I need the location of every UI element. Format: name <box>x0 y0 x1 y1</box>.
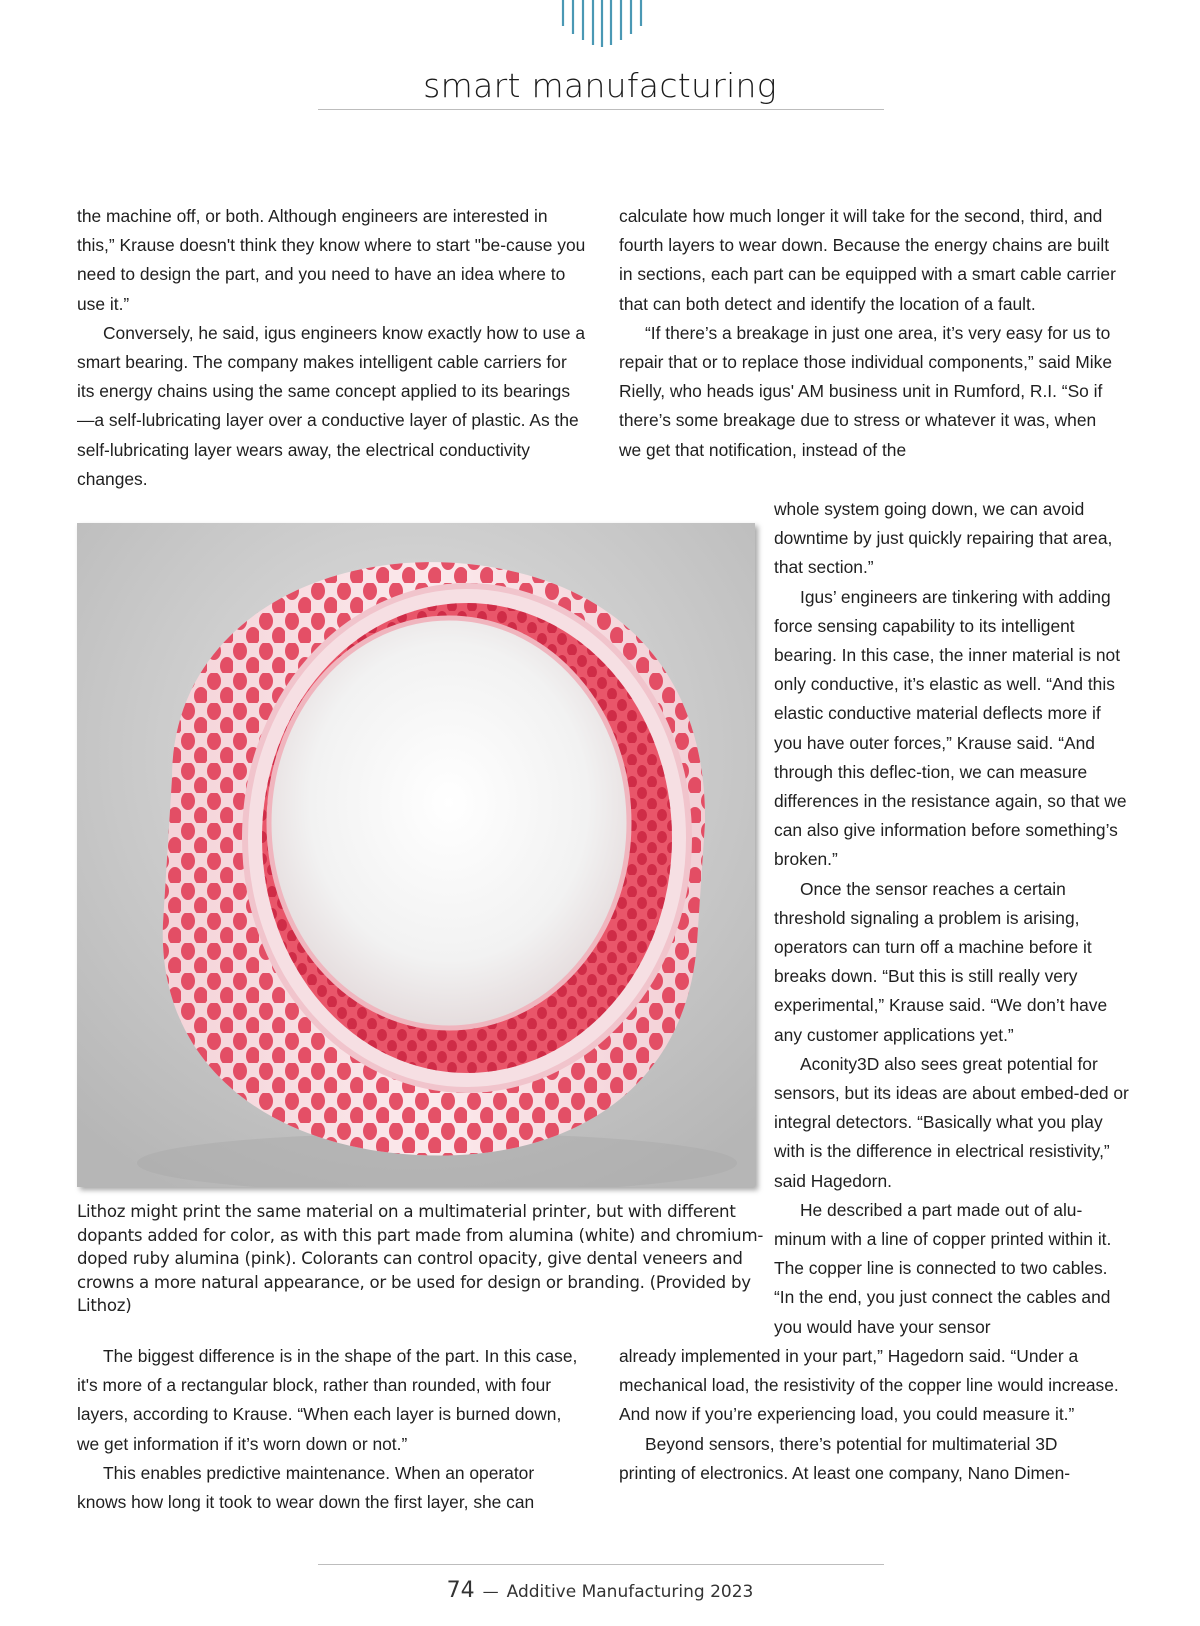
header-bars-ornament <box>561 0 643 48</box>
paragraph: He described a part made out of alu-minum with a line of copper printed within it. The copper line is connected to two cables. “In the end, you just connect the cables and you would have your sensor <box>774 1199 1112 1337</box>
figure-caption: Lithoz might print the same material on a multimaterial printer, but with different dopants added for color, as with this part made from alumina (white) and chromium-doped ruby alumina (pink). Colorants can control opacity, give dental veneers and crowns a more natural appearance, or be used for design or branding. (Provided by Lithoz) <box>77 1202 764 1316</box>
page-number: 74 <box>446 1578 475 1603</box>
column-right-wrap <box>774 495 1130 1342</box>
paragraph: “If there’s a breakage in just one area, it’s very easy for us to repair that or to replace those individual components,” said Mike Rielly, who heads igus' AM business unit in Rumford, R.I. “So if there’s some breakage due to stress or whatever it was, when we get that notification, instead of the <box>619 322 1112 460</box>
page-footer <box>0 1578 1200 1603</box>
paragraph: already implemented in your part,” Hagedorn said. “Under a mechanical load, the resistivity of the copper line would increase. And now if you’re experiencing load, you could measure it.” <box>619 1346 1119 1425</box>
paragraph: Once the sensor reaches a certain threshold signaling a problem is arising, operators can turn off a machine before it breaks down. “But this is still really very experimental,” Krause said. “We don’t have any customer applications yet.” <box>774 878 1108 1045</box>
column-left-bottom <box>77 1342 587 1517</box>
paragraph: Igus’ engineers are tinkering with adding force sensing capability to its intelligent bearing. In this case, the inner material is not only conductive, it’s elastic as well. “And this elastic conductive material deflects more if you have outer forces,” Krause said. “And through this deflec-tion, we can measure differences in the resistance again, so that we can also give information before something’s broken.” <box>774 586 1127 870</box>
footer-separator: — <box>482 1582 499 1601</box>
paragraph: Beyond sensors, there’s potential for multimaterial 3D printing of electronics. At least one company, Nano Dimen- <box>619 1433 1071 1483</box>
ring-photo <box>77 523 755 1187</box>
header-rule <box>318 109 884 110</box>
column-left-top <box>77 202 587 494</box>
paragraph: This enables predictive maintenance. When an operator knows how long it took to wear down the first layer, she can <box>77 1462 535 1513</box>
publication-name: Additive Manufacturing 2023 <box>506 1582 754 1602</box>
column-right-bottom <box>619 1342 1119 1488</box>
paragraph: The biggest difference is in the shape of the part. In this case, it's more of a rectangular block, rather than rounded, with four layers, according to Krause. “When each layer is burned down, we get information if it’s worn down or not.” <box>77 1346 578 1454</box>
paragraph: Conversely, he said, igus engineers know exactly how to use a smart bearing. The company makes intelligent cable carriers for its energy chains using the same concept applied to its bearings—a self-lubricating layer over a conductive layer of plastic. As the self-lubricating layer wears away, the electrical conductivity changes. <box>77 322 586 489</box>
footer-rule <box>318 1564 884 1565</box>
column-right-top <box>619 202 1119 465</box>
paragraph: calculate how much longer it will take for the second, third, and fourth layers to wear down. Because the energy chains are built in sections, each part can be equipped with a smart cable carrier that can both detect and identify the location of a fault. <box>619 206 1116 314</box>
paragraph: whole system going down, we can avoid downtime by just quickly repairing that area, that section.” <box>774 499 1113 578</box>
paragraph: Aconity3D also sees great potential for sensors, but its ideas are about embed-ded or integral detectors. “Basically what you play with is the difference in electrical resistivity,” said Hagedorn. <box>774 1053 1129 1191</box>
section-title: smart manufacturing <box>423 66 777 105</box>
paragraph: the machine off, or both. Although engineers are interested in this,” Krause doesn't think they know where to start "be-cause you need to design the part, and you need to have an idea where to use it.” <box>77 206 586 314</box>
